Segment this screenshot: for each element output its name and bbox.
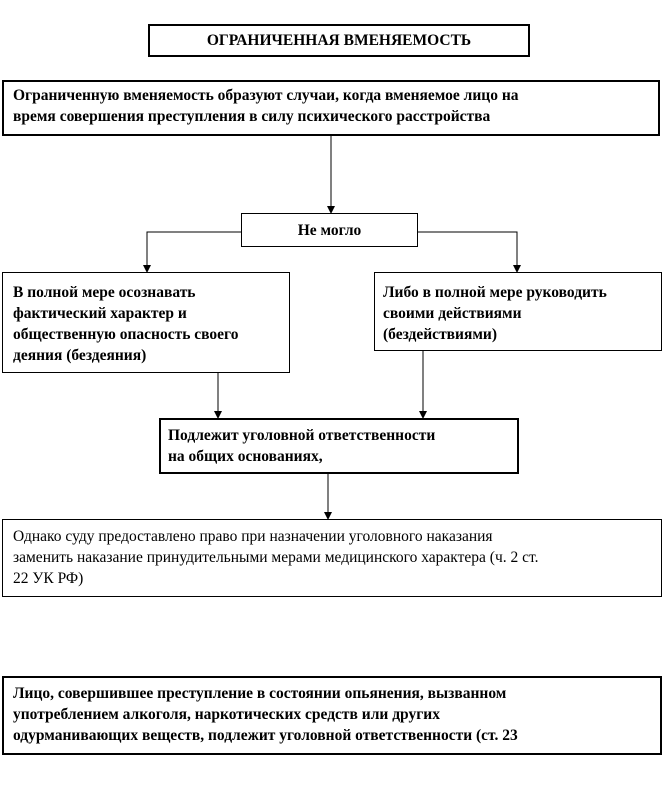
- right-branch-line-3: (бездействиями): [383, 326, 498, 343]
- diagram-title: ОГРАНИЧЕННАЯ ВМЕНЯЕМОСТЬ: [206, 32, 472, 49]
- intoxication-note-line-2: употреблением алкоголя, наркотических средств или других: [13, 706, 440, 723]
- right-branch-line-2: своими действиями: [383, 305, 522, 322]
- right-branch-line-1: Либо в полной мере руководить: [383, 284, 607, 301]
- left-branch-line-3: общественную опасность своего: [13, 326, 239, 343]
- arrow-condition-to-left: [147, 232, 241, 272]
- liability-line-2: на общих основаниях,: [168, 448, 323, 465]
- definition-line-2: время совершения преступления в силу психического расстройства: [13, 108, 491, 125]
- left-branch-line-1: В полной мере осознавать: [13, 284, 196, 301]
- court-note-line-2: заменить наказание принудительными мерами медицинского характера (ч. 2 ст.: [13, 549, 539, 566]
- condition-label: Не могло: [297, 222, 362, 239]
- left-branch-line-2: фактический характер и: [13, 305, 187, 322]
- definition-line-1: Ограниченную вменяемость образуют случаи, когда вменяемое лицо на: [13, 87, 519, 104]
- court-note-line-3: 22 УК РФ): [13, 570, 84, 587]
- court-note-line-1: Однако суду предоставлено право при назначении уголовного наказания: [13, 528, 493, 545]
- left-branch-line-4: деяния (бездеяния): [13, 347, 147, 364]
- intoxication-note-line-3: одурманивающих веществ, подлежит уголовной ответственности (ст. 23: [13, 727, 518, 744]
- arrow-condition-to-right: [418, 232, 517, 272]
- liability-line-1: Подлежит уголовной ответственности: [168, 427, 436, 444]
- intoxication-note-line-1: Лицо, совершившее преступление в состоянии опьянения, вызванном: [13, 685, 507, 702]
